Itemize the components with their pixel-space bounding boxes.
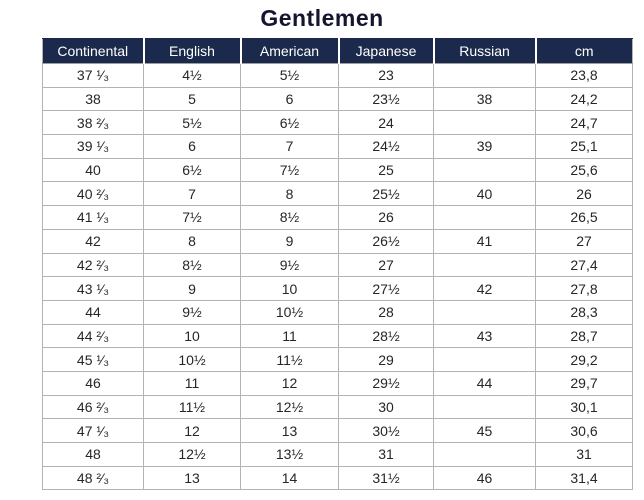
table-cell: 26,5 <box>536 206 633 230</box>
table-cell <box>434 158 536 182</box>
table-cell: 4½ <box>144 64 241 88</box>
table-cell: 25½ <box>339 182 434 206</box>
column-header-russian: Russian <box>434 39 536 64</box>
table-cell: 30,1 <box>536 395 633 419</box>
column-header-american: American <box>241 39 339 64</box>
table-cell <box>434 395 536 419</box>
table-cell: 14 <box>241 466 339 490</box>
table-cell: 41 ¹⁄₃ <box>43 206 144 230</box>
table-cell: 28½ <box>339 324 434 348</box>
table-cell: 7 <box>241 135 339 159</box>
table-cell: 12½ <box>144 443 241 467</box>
table-cell: 13 <box>144 466 241 490</box>
table-cell: 39 <box>434 135 536 159</box>
table-cell: 39 ¹⁄₃ <box>43 135 144 159</box>
table-cell: 13 <box>241 419 339 443</box>
table-cell: 37 ¹⁄₃ <box>43 64 144 88</box>
table-cell: 40 ²⁄₃ <box>43 182 144 206</box>
table-cell: 8 <box>241 182 339 206</box>
table-cell <box>434 348 536 372</box>
table-cell: 28 <box>339 300 434 324</box>
table-cell: 38 ²⁄₃ <box>43 111 144 135</box>
table-cell: 27½ <box>339 277 434 301</box>
table-cell: 30½ <box>339 419 434 443</box>
table-cell: 44 ²⁄₃ <box>43 324 144 348</box>
table-cell: 40 <box>43 158 144 182</box>
table-cell: 46 <box>43 371 144 395</box>
table-cell: 5 <box>144 87 241 111</box>
table-cell: 10 <box>144 324 241 348</box>
table-row <box>43 395 633 419</box>
table-cell: 31½ <box>339 466 434 490</box>
table-cell: 6 <box>241 87 339 111</box>
table-cell: 25,1 <box>536 135 633 159</box>
table-cell: 38 <box>434 87 536 111</box>
table-cell <box>434 206 536 230</box>
table-cell: 12 <box>144 419 241 443</box>
table-cell: 6½ <box>144 158 241 182</box>
table-cell: 25 <box>339 158 434 182</box>
table-cell: 45 <box>434 419 536 443</box>
table-cell: 29 <box>339 348 434 372</box>
table-cell: 13½ <box>241 443 339 467</box>
table-cell: 28,7 <box>536 324 633 348</box>
table-row <box>43 466 633 490</box>
table-cell: 38 <box>43 87 144 111</box>
table-row <box>43 348 633 372</box>
table-cell: 45 ¹⁄₃ <box>43 348 144 372</box>
table-cell: 48 ²⁄₃ <box>43 466 144 490</box>
table-cell: 48 <box>43 443 144 467</box>
table-cell: 12 <box>241 371 339 395</box>
table-cell <box>434 253 536 277</box>
table-cell: 6 <box>144 135 241 159</box>
table-cell: 23½ <box>339 87 434 111</box>
table-row <box>43 64 633 88</box>
size-conversion-table <box>42 38 633 490</box>
table-row <box>43 371 633 395</box>
table-cell: 29½ <box>339 371 434 395</box>
table-cell: 29,7 <box>536 371 633 395</box>
table-cell: 10½ <box>241 300 339 324</box>
column-header-english: English <box>144 39 241 64</box>
table-row <box>43 300 633 324</box>
table-row <box>43 419 633 443</box>
table-cell: 24½ <box>339 135 434 159</box>
table-cell: 31 <box>339 443 434 467</box>
table-cell: 27,4 <box>536 253 633 277</box>
table-cell <box>434 443 536 467</box>
table-row <box>43 87 633 111</box>
table-cell: 9 <box>241 229 339 253</box>
table-cell: 23,8 <box>536 64 633 88</box>
table-cell: 26 <box>536 182 633 206</box>
table-cell: 41 <box>434 229 536 253</box>
table-cell: 40 <box>434 182 536 206</box>
table-cell: 44 <box>434 371 536 395</box>
column-header-cm: cm <box>536 39 633 64</box>
table-cell: 9½ <box>144 300 241 324</box>
table-row <box>43 135 633 159</box>
table-row <box>43 253 633 277</box>
table-cell: 27 <box>536 229 633 253</box>
table-cell: 42 <box>434 277 536 301</box>
table-row <box>43 229 633 253</box>
table-cell: 28,3 <box>536 300 633 324</box>
table-cell: 42 <box>43 229 144 253</box>
table-cell: 42 ²⁄₃ <box>43 253 144 277</box>
table-cell: 46 ²⁄₃ <box>43 395 144 419</box>
table-row <box>43 277 633 301</box>
column-header-continental: Continental <box>43 39 144 64</box>
table-cell <box>434 64 536 88</box>
table-cell: 25,6 <box>536 158 633 182</box>
table-cell: 24,2 <box>536 87 633 111</box>
table-cell: 5½ <box>144 111 241 135</box>
table-cell: 8 <box>144 229 241 253</box>
page-title: Gentlemen <box>260 5 384 31</box>
table-cell: 30,6 <box>536 419 633 443</box>
table-cell: 47 ¹⁄₃ <box>43 419 144 443</box>
table-cell: 44 <box>43 300 144 324</box>
table-cell: 26 <box>339 206 434 230</box>
table-cell: 26½ <box>339 229 434 253</box>
table-cell: 23 <box>339 64 434 88</box>
table-cell <box>434 300 536 324</box>
table-cell: 31 <box>536 443 633 467</box>
table-cell: 12½ <box>241 395 339 419</box>
table-cell: 6½ <box>241 111 339 135</box>
table-cell: 7½ <box>144 206 241 230</box>
table-cell: 7½ <box>241 158 339 182</box>
table-cell: 9½ <box>241 253 339 277</box>
table-cell: 11½ <box>241 348 339 372</box>
table-row <box>43 206 633 230</box>
table-row <box>43 443 633 467</box>
table-cell: 5½ <box>241 64 339 88</box>
table-cell: 24,7 <box>536 111 633 135</box>
table-cell: 30 <box>339 395 434 419</box>
table-cell: 27 <box>339 253 434 277</box>
table-cell: 9 <box>144 277 241 301</box>
table-cell: 8½ <box>144 253 241 277</box>
table-cell: 10 <box>241 277 339 301</box>
header-row <box>43 39 633 64</box>
column-header-japanese: Japanese <box>339 39 434 64</box>
table-row <box>43 182 633 206</box>
table-cell: 29,2 <box>536 348 633 372</box>
table-cell: 27,8 <box>536 277 633 301</box>
table-cell: 31,4 <box>536 466 633 490</box>
table-row <box>43 111 633 135</box>
table-cell: 11 <box>144 371 241 395</box>
table-cell: 43 ¹⁄₃ <box>43 277 144 301</box>
table-cell: 11 <box>241 324 339 348</box>
table-cell: 43 <box>434 324 536 348</box>
table-cell <box>434 111 536 135</box>
table-cell: 10½ <box>144 348 241 372</box>
table-cell: 46 <box>434 466 536 490</box>
table-row <box>43 324 633 348</box>
table-cell: 7 <box>144 182 241 206</box>
table-cell: 8½ <box>241 206 339 230</box>
table-cell: 24 <box>339 111 434 135</box>
table-row <box>43 158 633 182</box>
table-cell: 11½ <box>144 395 241 419</box>
